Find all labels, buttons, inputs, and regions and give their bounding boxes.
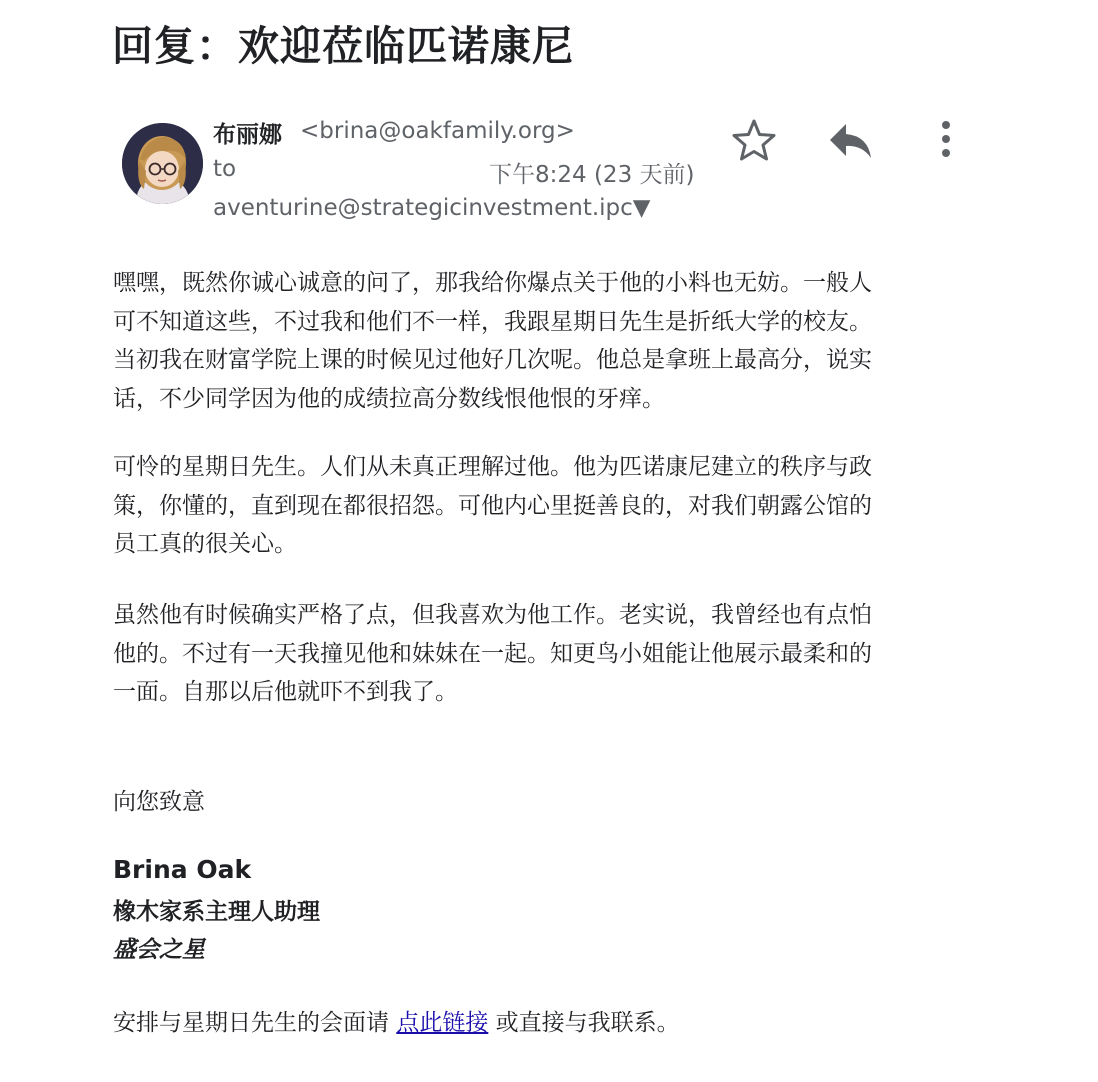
body-line: 员工真的很关心。 (113, 531, 297, 557)
body-line: 虽然他有时候确实严格了点，但我喜欢为他工作。老实说，我曾经也有点怕 (113, 602, 872, 628)
signature-title: 橡木家系主理人助理 (113, 899, 320, 925)
email-subject: 回复：欢迎莅临匹诺康尼 (112, 22, 574, 70)
sender-email: <brina@oakfamily.org> (300, 118, 575, 144)
signature-name: Brina Oak (113, 855, 252, 884)
email-body-paragraph-1 (113, 264, 993, 418)
body-line: 可不知道这些，不过我和他们不一样，我跟星期日先生是折纸大学的校友。 (113, 308, 872, 335)
recipient-dropdown[interactable]: aventurine@strategicinvestment.ipc▼ (213, 195, 651, 221)
to-label: to (213, 156, 237, 182)
email-body-paragraph-3 (113, 596, 993, 712)
avatar-illustration (122, 123, 203, 204)
more-vert-icon[interactable] (932, 118, 960, 164)
body-line: 当初我在财富学院上课的时候见过他好几次呢。他总是拿班上最高分，说实 (113, 347, 872, 373)
body-line: 嘿嘿，既然你诚心诚意的问了，那我给你爆点关于他的小料也无妨。一般人 (113, 270, 872, 296)
footer-suffix: 或直接与我联系。 (495, 1010, 680, 1036)
meeting-link[interactable]: 点此链接 (396, 1010, 489, 1036)
sender-name: 布丽娜 (213, 122, 282, 148)
sender-avatar[interactable] (122, 123, 203, 204)
sent-time: 下午8:24 (23 天前) (489, 162, 695, 188)
email-body-paragraph-2 (113, 448, 993, 564)
body-line: 策，你懂的，直到现在都很招怨。可他内心里挺善良的，对我们朝露公馆的 (113, 492, 872, 519)
closing-line: 向您致意 (113, 789, 205, 815)
star-icon[interactable] (730, 116, 778, 164)
signature-org: 盛会之星 (113, 937, 205, 963)
footer-prefix: 安排与星期日先生的会面请 (113, 1010, 389, 1036)
body-line: 他的。不过有一天我撞见他和妹妹在一起。知更鸟小姐能让他展示最柔和的 (113, 640, 872, 667)
reply-icon[interactable] (826, 118, 874, 164)
footer-line (113, 1004, 680, 1037)
body-line: 话，不少同学因为他的成绩拉高分数线恨他恨的牙痒。 (113, 385, 665, 412)
body-line: 可怜的星期日先生。人们从未真正理解过他。他为匹诺康尼建立的秩序与政 (113, 454, 872, 480)
body-line: 一面。自那以后他就吓不到我了。 (113, 679, 458, 705)
